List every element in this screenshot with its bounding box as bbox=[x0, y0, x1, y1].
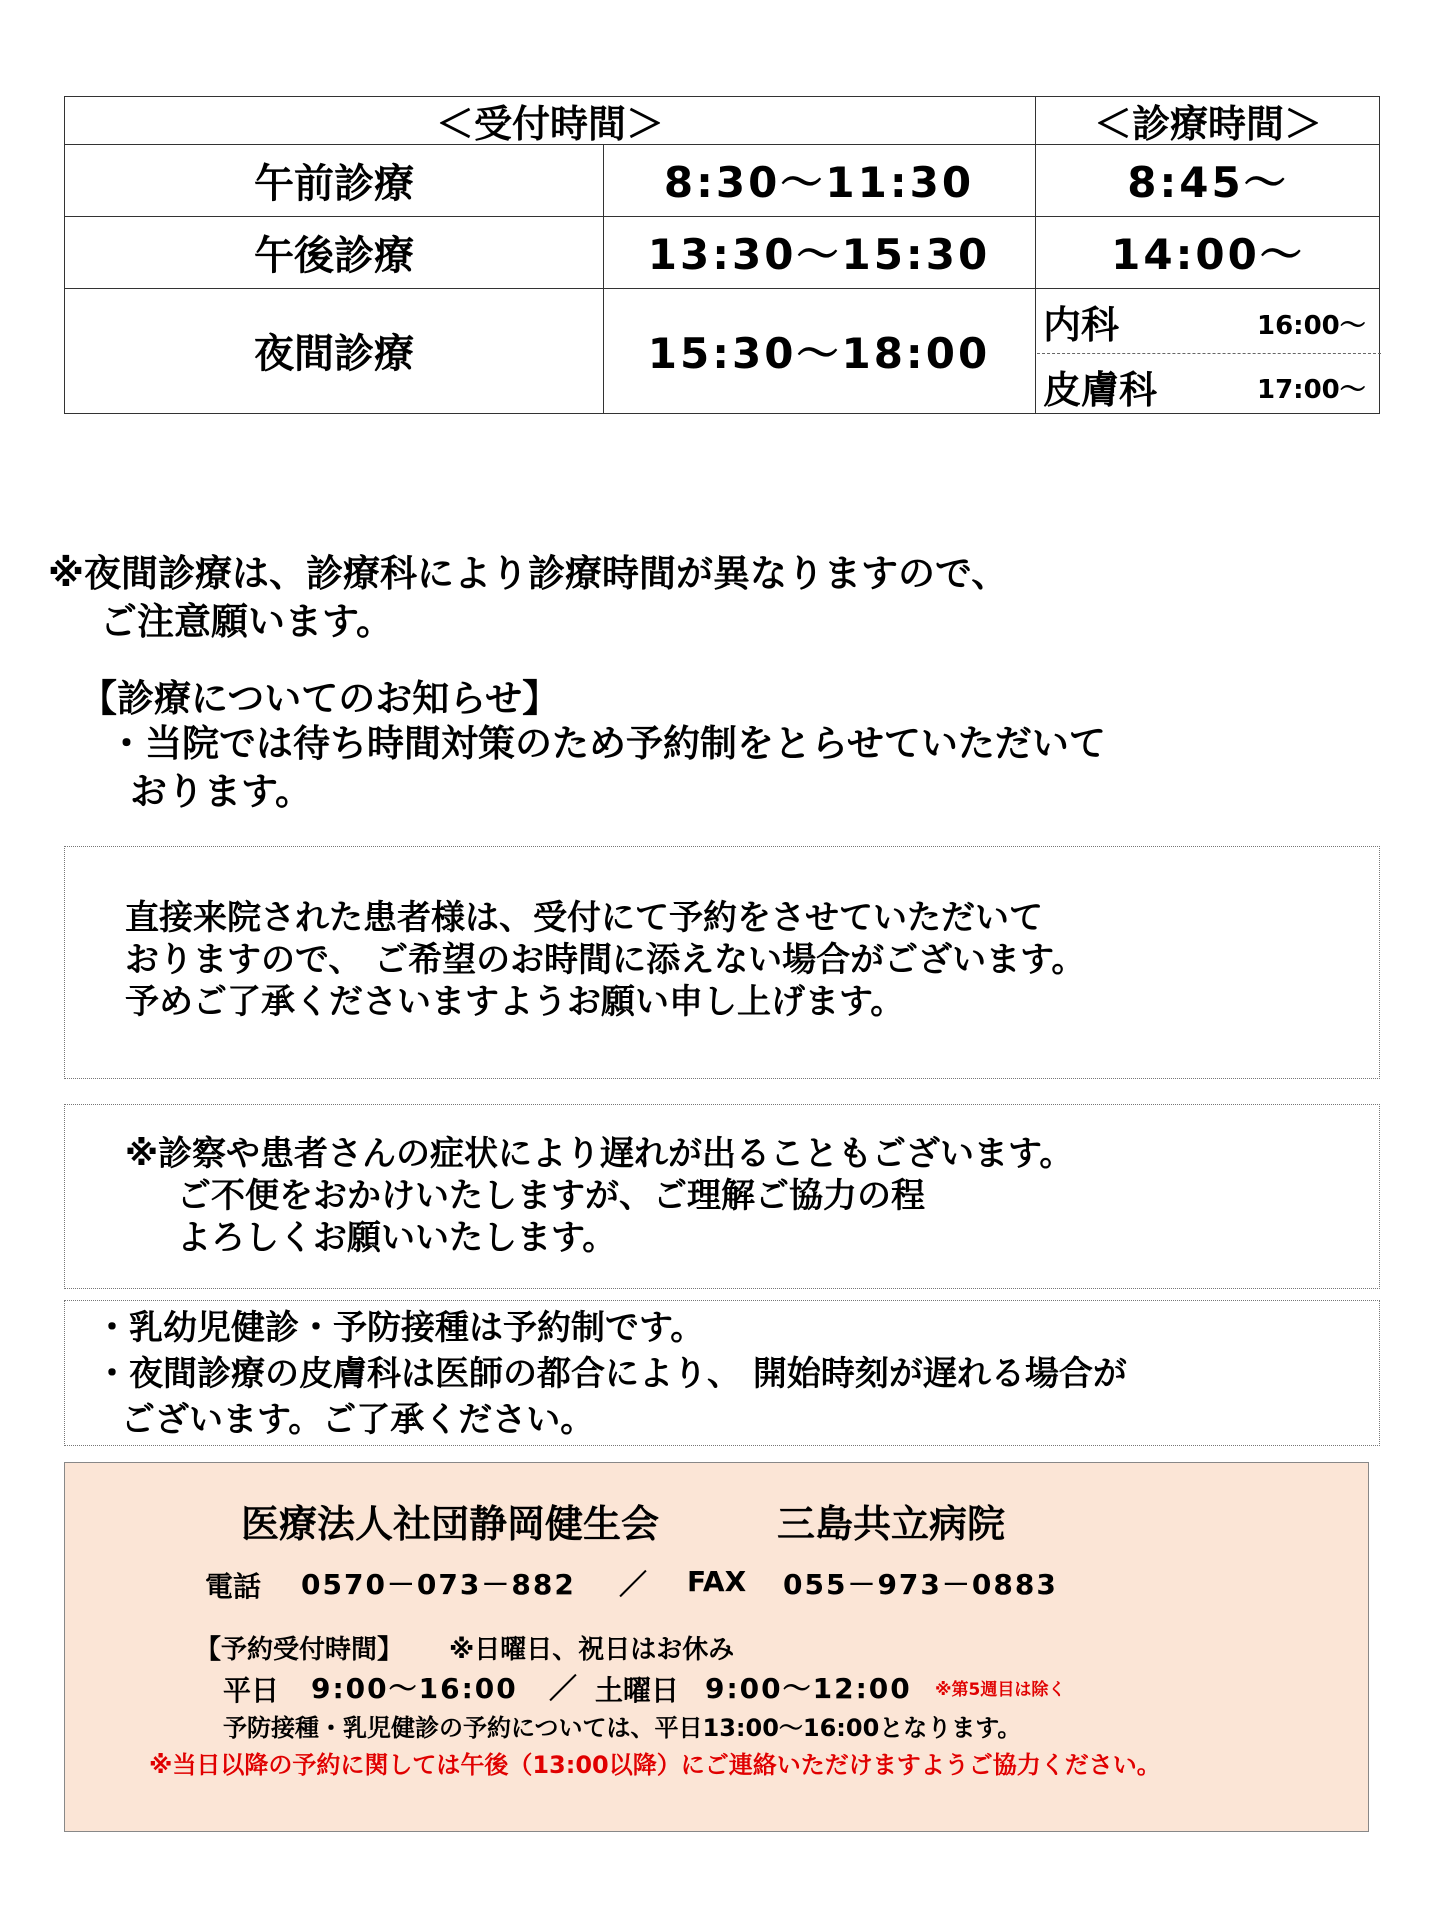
consult-time-afternoon: 14:00～ bbox=[1111, 230, 1305, 279]
box2-line3: よろしくお願いいたします。 bbox=[177, 1218, 617, 1258]
box2-line1: ※診察や患者さんの症状により遅れが出ることもございます。 bbox=[125, 1134, 1074, 1174]
fifth-week-exception: ※第5週目は除く bbox=[935, 1680, 1066, 1700]
box2-line2: ご不便をおかけいたしますが、ご理解ご協力の程 bbox=[177, 1176, 925, 1216]
fax-label: FAX bbox=[687, 1565, 747, 1598]
box3-line1: ・乳幼児健診・予防接種は予約制です。 bbox=[95, 1308, 705, 1348]
header-consult-time: ＜診療時間＞ bbox=[1093, 102, 1322, 146]
box3-line3: ございます。ご了承ください。 bbox=[121, 1400, 595, 1440]
closed-days-note: ※日曜日、祝日はお休み bbox=[449, 1635, 735, 1665]
extra-notice-box bbox=[64, 1300, 1380, 1446]
phone-fax-separator: ／ bbox=[619, 1568, 648, 1601]
delay-notice-box bbox=[64, 1104, 1380, 1289]
saturday-label: 土曜日 bbox=[595, 1674, 680, 1707]
notice-heading: 【診療についてのお知らせ】 bbox=[80, 677, 560, 720]
box3-line2: ・夜間診療の皮膚科は医師の都合により、 開始時刻が遅れる場合が bbox=[95, 1354, 1127, 1394]
night-note-line1: ※夜間診療は、診療科により診療時間が異なりますので、 bbox=[48, 552, 1009, 595]
row-label-morning: 午前診療 bbox=[254, 160, 414, 207]
header-reception-time: ＜受付時間＞ bbox=[435, 102, 664, 146]
hospital-name: 三島共立病院 bbox=[777, 1502, 1006, 1546]
reservation-info-box bbox=[64, 846, 1380, 1079]
consult-time-morning: 8:45～ bbox=[1127, 158, 1289, 207]
notice-line1: ・当院では待ち時間対策のため予約制をとらせていただいて bbox=[108, 722, 1106, 765]
reception-time-night: 15:30～18:00 bbox=[647, 328, 991, 378]
reception-time-afternoon: 13:30～15:30 bbox=[647, 230, 991, 279]
notice-line2: おります。 bbox=[130, 770, 313, 813]
same-day-reservation-note: ※当日以降の予約に関しては午後（13:00以降）にご連絡いただけますようご協力ください。 bbox=[149, 1751, 1161, 1779]
night-dept-dermatology: 皮膚科 bbox=[1043, 368, 1158, 412]
night-time-internal: 16:00～ bbox=[1257, 311, 1366, 341]
hospital-info-panel bbox=[64, 1462, 1369, 1832]
box1-line2: おりますので、 ご希望のお時間に添えない場合がございます。 bbox=[125, 940, 1086, 980]
box1-line1: 直接来院された患者様は、受付にて予約をさせていただいて bbox=[125, 898, 1043, 938]
vaccine-reservation-note: 予防接種・乳児健診の予約については、平日13:00～16:00となります。 bbox=[223, 1714, 1022, 1742]
reception-time-morning: 8:30～11:30 bbox=[663, 158, 975, 207]
night-dept-internal: 内科 bbox=[1043, 303, 1120, 347]
row-label-night: 夜間診療 bbox=[254, 331, 414, 377]
phone-label: 電話 bbox=[205, 1570, 262, 1603]
box1-line3: 予めご了承くださいますようお願い申し上げます。 bbox=[125, 982, 905, 1022]
night-time-dermatology: 17:00～ bbox=[1257, 375, 1366, 405]
night-note-line2: ご注意願います。 bbox=[100, 600, 394, 643]
hours-separator: ／ bbox=[549, 1672, 578, 1705]
row-label-afternoon: 午後診療 bbox=[254, 232, 414, 279]
sub-row-divider bbox=[1037, 353, 1381, 354]
weekday-hours: 9:00～16:00 bbox=[311, 1672, 518, 1705]
weekday-label: 平日 bbox=[223, 1674, 280, 1707]
reservation-hours-heading: 【予約受付時間】 bbox=[195, 1635, 404, 1665]
schedule-table bbox=[64, 96, 1380, 414]
fax-number: 055－973－0883 bbox=[783, 1568, 1058, 1601]
organization-name: 医療法人社団静岡健生会 bbox=[241, 1502, 660, 1546]
saturday-hours: 9:00～12:00 bbox=[705, 1672, 912, 1705]
phone-number[interactable]: 0570－073－882 bbox=[301, 1568, 576, 1601]
